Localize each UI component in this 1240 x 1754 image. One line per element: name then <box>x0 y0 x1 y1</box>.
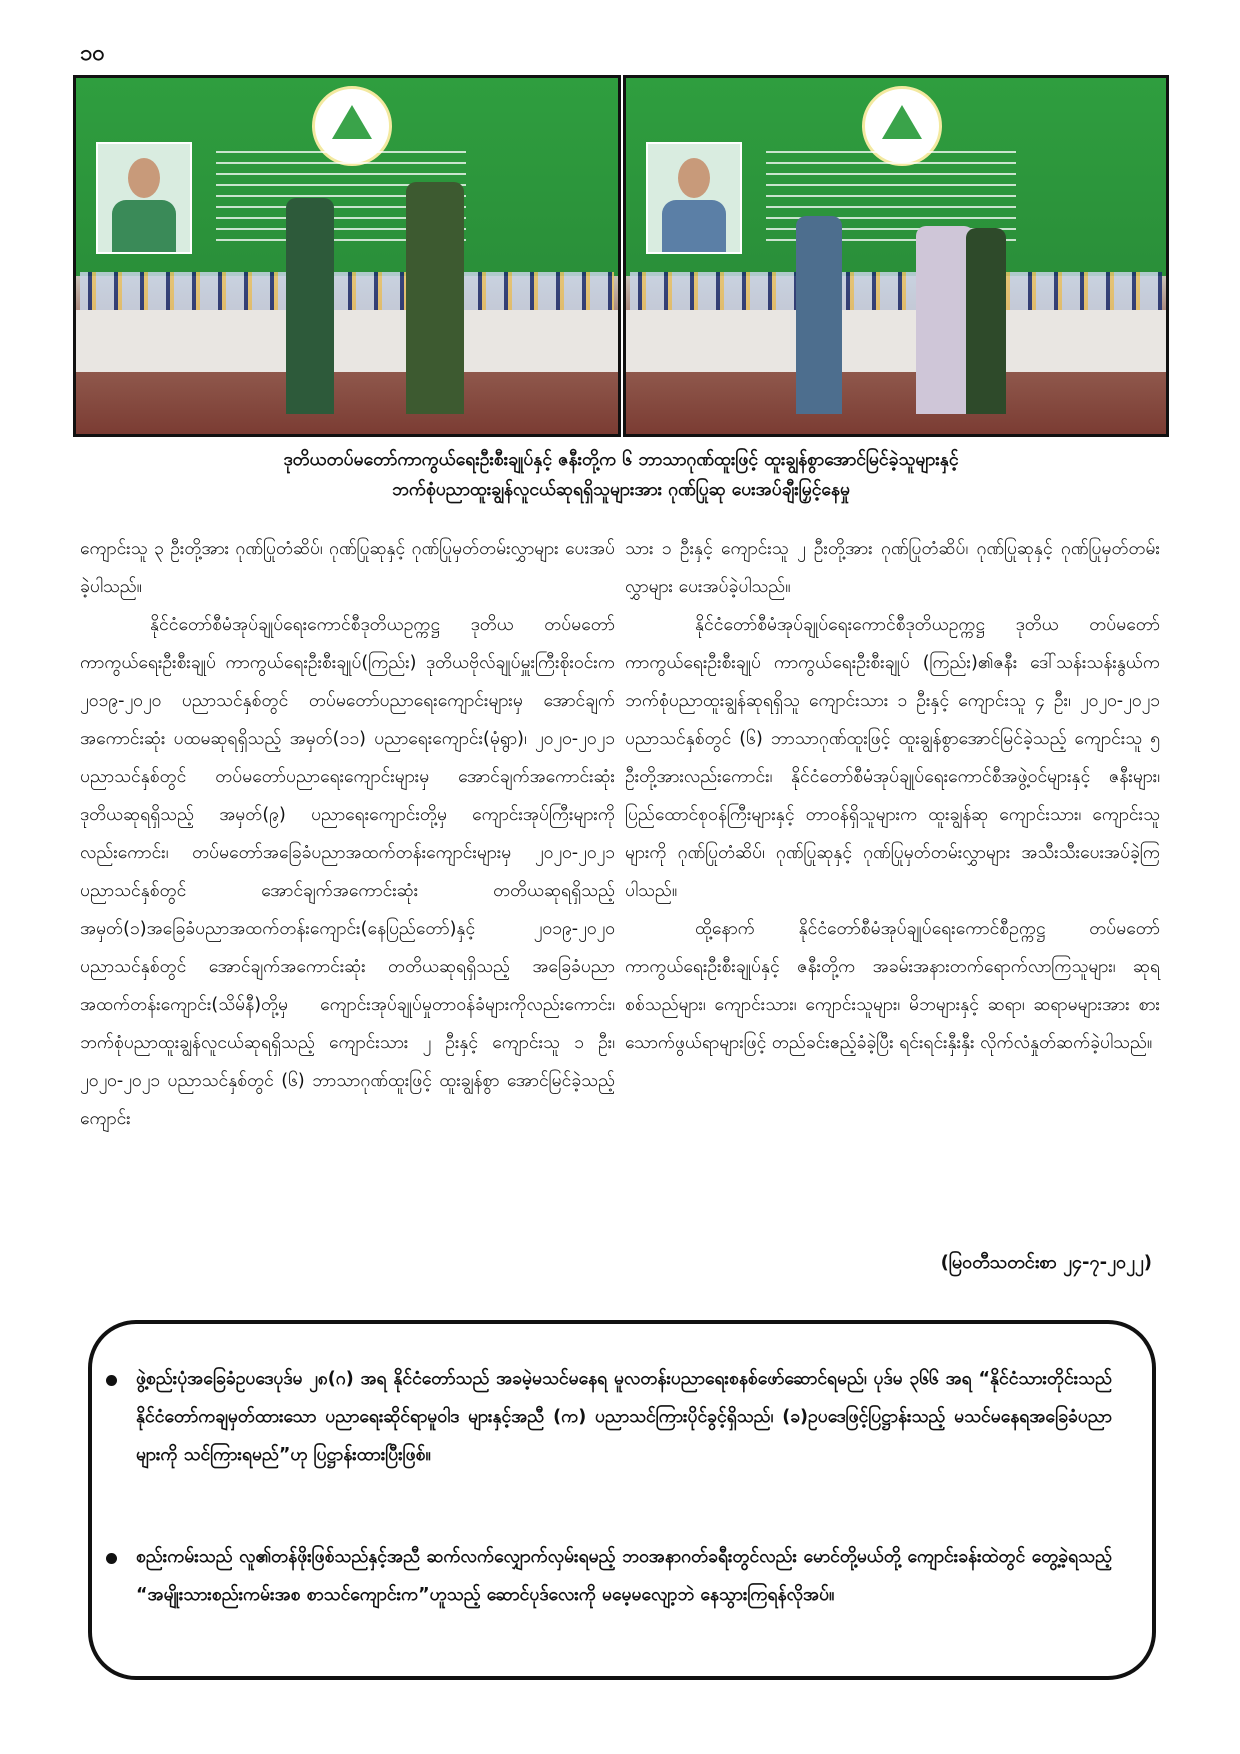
article-paragraph: ထို့နောက် နိုင်ငံတော်စီမံအုပ်ချုပ်ရေးကောင်စီဥက္ကဋ္ဌ တပ်မတော်ကာကွယ်ရေးဦးစီးချုပ်နှင့် ဇနီးတို့က အခမ်းအနားတက်ရောက်လာကြသူများ၊ ဆုရစစ်သည်များ၊ ကျောင်းသား၊ ကျောင်းသူများ၊ မိဘများနှင့် ဆရာ၊ ဆရာမများအား စားသောက်ဖွယ်ရာများဖြင့် တည်ခင်းဧည့်ခံခဲ့ပြီး ရင်းရင်းနှီးနှီး လိုက်လံနှုတ်ဆက်ခဲ့ပါသည်။ <box>625 919 1160 1053</box>
bullet-icon <box>106 1553 117 1564</box>
award-photo-right <box>623 75 1169 437</box>
trophy-row <box>630 272 1162 312</box>
portrait-image <box>646 142 742 254</box>
article-column-right <box>625 530 1160 1062</box>
article-paragraph: သား ၁ ဦးနှင့် ကျောင်းသူ ၂ ဦးတို့အား ဂုဏ်ပြုတံဆိပ်၊ ဂုဏ်ပြုဆုနှင့် ဂုဏ်ပြုမှတ်တမ်းလွှာများ ပေးအပ်ခဲ့ပါသည်။ <box>625 539 1160 597</box>
note-text: စည်းကမ်းသည် လူ၏တန်ဖိုးဖြစ်သည်နှင့်အညီ ဆက်လက်လျှောက်လှမ်းရမည့် ဘဝအနာဂတ်ခရီးတွင်လည်း မောင်တို့မယ်တို့ ကျောင်းခန်းထဲတွင် တွေ့ခဲ့ရသည့် “အမျိုးသားစည်းကမ်းအစ စာသင်ကျောင်းက”ဟူသည့် ဆောင်ပုဒ်လေးကို မမေ့မလျော့ဘဲ နေသွားကြရန်လိုအပ်။ <box>136 1547 1112 1605</box>
note-item <box>136 1538 1112 1614</box>
trophy-row <box>80 272 614 312</box>
officer-figure <box>406 182 464 414</box>
award-photo-left <box>73 75 621 437</box>
stage-screen <box>626 78 1166 276</box>
page-number: ၁၀ <box>80 41 105 66</box>
student-figure <box>796 216 842 414</box>
portrait-image <box>96 142 192 254</box>
notes-box <box>88 1320 1156 1680</box>
stage-screen <box>76 78 618 276</box>
caption-line-1: ဒုတိယတပ်မတော်ကာကွယ်ရေးဦးစီးချုပ်နှင့် ဇနီးတို့က ၆ ဘာသာဂုဏ်ထူးဖြင့် ထူးချွန်စွာအောင်မြင်ခဲ့သူများနှင့် <box>283 450 959 470</box>
photo-caption <box>73 445 1169 505</box>
stage-table <box>626 310 1166 372</box>
article-paragraph: နိုင်ငံတော်စီမံအုပ်ချုပ်ရေးကောင်စီဒုတိယဥက္ကဋ္ဌ ဒုတိယ တပ်မတော်ကာကွယ်ရေးဦးစီးချုပ် ကာကွယ်ရေးဦးစီးချုပ်(ကြည်း) ဒုတိယဗိုလ်ချုပ်မှူးကြီးစိုးဝင်းက ၂၀၁၉-၂၀၂၀ ပညာသင်နှစ်တွင် တပ်မတော်ပညာရေးကျောင်းများမှ အောင်ချက်အကောင်းဆုံး ပထမဆုရရှိသည့် အမှတ်(၁၁) ပညာရေးကျောင်း(မုံရွာ)၊ ၂၀၂၀-၂၀၂၁ ပညာသင်နှစ်တွင် တပ်မတော်ပညာရေးကျောင်းများမှ အောင်ချက်အကောင်းဆုံး ဒုတိယဆုရရှိသည့် အမှတ်(၉) ပညာရေးကျောင်းတို့မှ ကျောင်းအုပ်ကြီးများကိုလည်းကောင်း၊ တပ်မတော်အခြေခံပညာအထက်တန်းကျောင်းများမှ ၂၀၂၀-၂၀၂၁ ပညာသင်နှစ်တွင် အောင်ချက်အကောင်းဆုံး တတိယဆုရရှိသည့် အမှတ်(၁)အခြေခံပညာအထက်တန်းကျောင်း(နေပြည်တော်)နှင့် ၂၀၁၉-၂၀၂၀ ပညာသင်နှစ်တွင် အောင်ချက်အကောင်းဆုံး တတိယဆုရရှိသည့် အခြေခံပညာအထက်တန်းကျောင်း(သိမ်နီ)တို့မှ ကျောင်းအုပ်ချုပ်မှုတာဝန်ခံများကိုလည်းကောင်း၊ ဘက်စုံပညာထူးချွန်လူငယ်ဆုရရှိသည့် ကျောင်းသား ၂ ဦးနှင့် ကျောင်းသူ ၁ ဦး၊ ၂၀၂၀-၂၀၂၁ ပညာသင်နှစ်တွင် (၆) ဘာသာဂုဏ်ထူးဖြင့် ထူးချွန်စွာ အောင်မြင်ခဲ့သည့် ကျောင်း <box>80 615 615 1129</box>
bullet-icon <box>106 1375 117 1386</box>
note-item <box>136 1360 1112 1474</box>
article-column-left <box>80 530 615 1138</box>
stage-table <box>76 310 618 372</box>
student-figure <box>286 198 334 414</box>
note-text: ဖွဲ့စည်းပုံအခြေခံဥပဒေပုဒ်မ ၂၈(ဂ) အရ နိုင်ငံတော်သည် အခမဲ့မသင်မနေရ မူလတန်းပညာရေးစနစ်ဖော်ဆောင်ရမည်၊ ပုဒ်မ ၃၆၆ အရ “နိုင်ငံသားတိုင်းသည် နိုင်ငံတော်ကချမှတ်ထားသော ပညာရေးဆိုင်ရာမူဝါဒ များနှင့်အညီ (က) ပညာသင်ကြားပိုင်ခွင့်ရှိသည်၊ (ခ)ဥပဒေဖြင့်ပြဋ္ဌာန်းသည့် မသင်မနေရအခြေခံပညာများကို သင်ကြားရမည်”ဟု ပြဋ္ဌာန်းထားပြီးဖြစ်။ <box>136 1369 1112 1465</box>
caption-line-2: ဘက်စုံပညာထူးချွန်လူငယ်ဆုရရှိသူများအား ဂုဏ်ပြုဆု ပေးအပ်ချီးမြှင့်နေမှု <box>392 480 850 500</box>
article-paragraph: နိုင်ငံတော်စီမံအုပ်ချုပ်ရေးကောင်စီဒုတိယဥက္ကဋ္ဌ ဒုတိယ တပ်မတော်ကာကွယ်ရေးဦးစီးချုပ် ကာကွယ်ရေးဦးစီးချုပ် (ကြည်း)၏ဇနီး ဒေါ်သန်းသန်းနွယ်က ဘက်စုံပညာထူးချွန်ဆုရရှိသူ ကျောင်းသား ၁ ဦးနှင့် ကျောင်းသူ ၄ ဦး၊ ၂၀၂၀-၂၀၂၁ ပညာသင်နှစ်တွင် (၆) ဘာသာဂုဏ်ထူးဖြင့် ထူးချွန်စွာအောင်မြင်ခဲ့သည့် ကျောင်းသူ ၅ ဦးတို့အားလည်းကောင်း၊ နိုင်ငံတော်စီမံအုပ်ချုပ်ရေးကောင်စီအဖွဲ့ဝင်များနှင့် ဇနီးများ၊ ပြည်ထောင်စုဝန်ကြီးများနှင့် တာဝန်ရှိသူများက ထူးချွန်ဆု ကျောင်းသား၊ ကျောင်းသူများကို ဂုဏ်ပြုတံဆိပ်၊ ဂုဏ်ပြုဆုနှင့် ဂုဏ်ပြုမှတ်တမ်းလွှာများ အသီးသီးပေးအပ်ခဲ့ကြပါသည်။ <box>625 615 1160 901</box>
article-source: (မြဝတီသတင်းစာ ၂၄-၇-၂၀၂၂) <box>940 1252 1152 1273</box>
article-paragraph: ကျောင်းသူ ၃ ဦးတို့အား ဂုဏ်ပြုတံဆိပ်၊ ဂုဏ်ပြုဆုနှင့် ဂုဏ်ပြုမှတ်တမ်းလွှာများ ပေးအပ်ခဲ့ပါသည်။ <box>80 539 615 597</box>
officer-figure <box>966 228 1006 414</box>
